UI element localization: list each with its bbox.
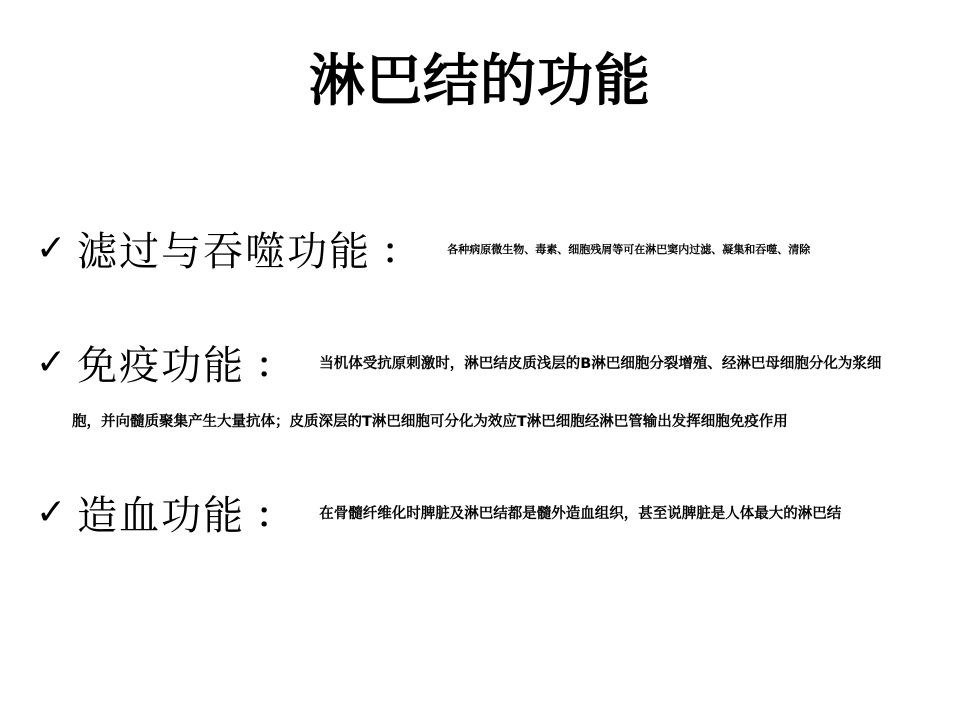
function-item-filtration <box>36 220 810 277</box>
function-description: 当机体受抗原刺激时，淋巴结皮质浅层的B淋巴细胞分裂增殖、经淋巴母细胞分化为浆细 <box>319 356 882 372</box>
checkmark-icon: ✓ <box>36 492 67 533</box>
function-description: 各种病原微生物、毒素、细胞残屑等可在淋巴窦内过滤、凝集和吞噬、清除 <box>447 242 811 256</box>
function-item-immunity <box>36 334 881 391</box>
checkmark-icon: ✓ <box>36 342 67 383</box>
function-heading: 免疫功能 <box>77 343 246 389</box>
function-heading: 造血功能 <box>77 493 246 539</box>
heading-colon: ： <box>256 496 291 536</box>
checkmark-icon: ✓ <box>36 228 67 269</box>
heading-colon: ： <box>256 346 291 386</box>
function-heading: 滤过与吞噬功能 <box>77 229 372 275</box>
function-description-continuation: 胞，并向髓质聚集产生大量抗体；皮质深层的T淋巴细胞可分化为效应T淋巴细胞经淋巴管输出发挥细胞免疫作用 <box>72 414 788 430</box>
function-description: 在骨髓纤维化时脾脏及淋巴结都是髓外造血组织，甚至说脾脏是人体最大的淋巴结 <box>319 506 842 522</box>
function-item-hematopoiesis <box>36 484 841 541</box>
heading-colon: ： <box>382 232 417 272</box>
slide-title: 淋巴结的功能 <box>309 49 651 114</box>
